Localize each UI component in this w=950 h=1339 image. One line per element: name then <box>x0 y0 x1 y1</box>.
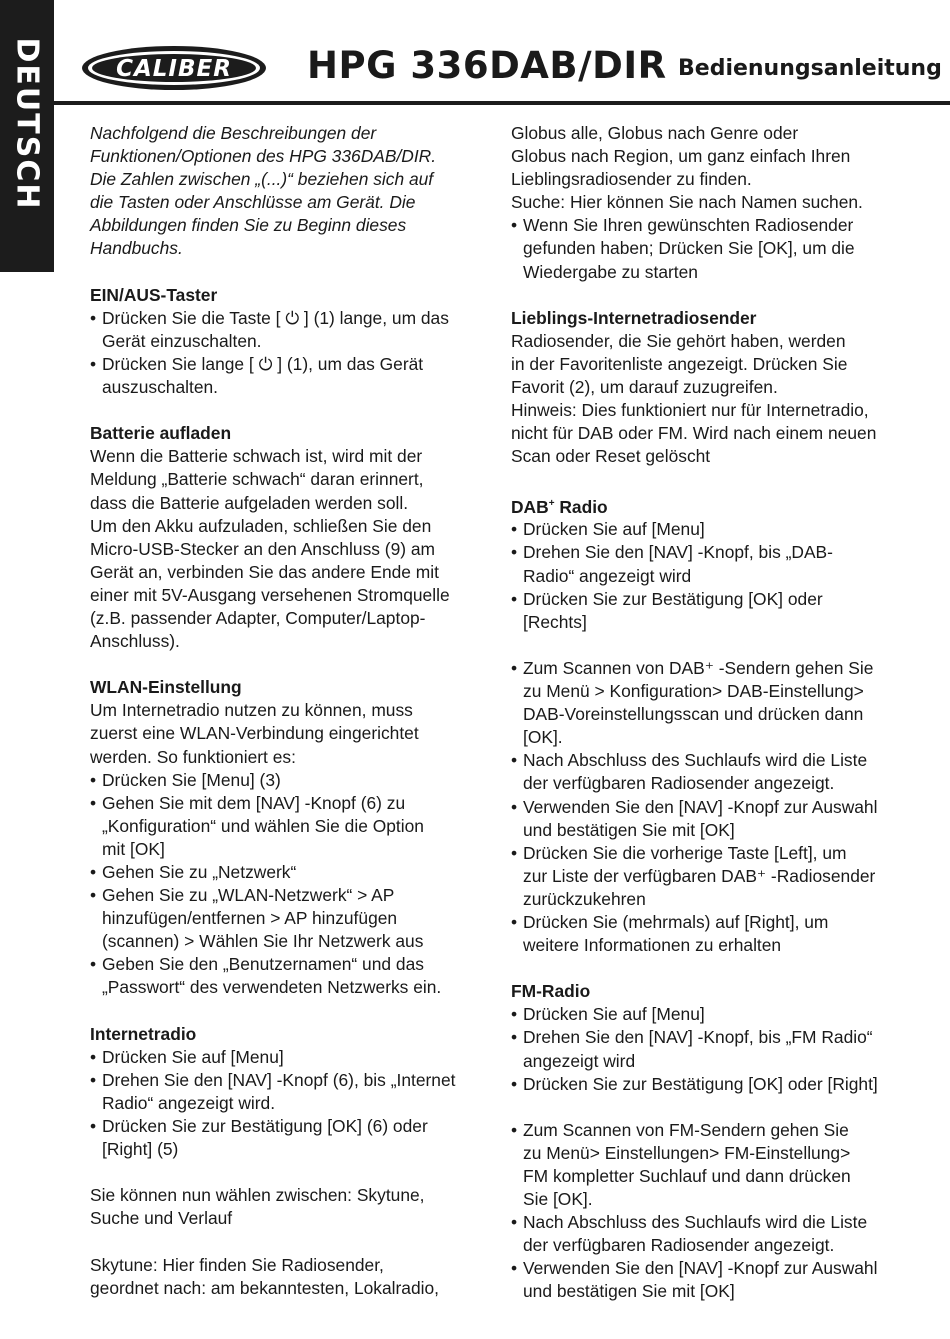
list-item: • Drehen Sie den [NAV] -Knopf (6), bis „Internet Radio“ angezeigt wird. <box>90 1069 490 1115</box>
internet-list <box>90 1046 490 1161</box>
section-heading <box>511 492 911 519</box>
list-item: • Wenn Sie Ihren gewünschten Radiosender gefunden haben; Drücken Sie [OK], um die Wiedergabe zu starten <box>511 214 911 283</box>
section-heading: FM-Radio <box>511 981 591 1002</box>
list-item: • Gehen Sie zu „WLAN-Netzwerk“ > AP hinzufügen/entfernen > AP hinzufügen (scannen) > Wählen Sie Ihr Netzwerk aus <box>90 884 490 953</box>
list-item: • Drücken Sie (mehrmals) auf [Right], um weitere Informationen zu erhalten <box>511 911 911 957</box>
list-item: • Drücken Sie zur Bestätigung [OK] (6) oder [Right] (5) <box>90 1115 490 1161</box>
wlan-text: Um Internetradio nutzen zu können, muss zuerst eine WLAN-Verbindung eingerichtet werden. So funktioniert es: <box>90 700 419 767</box>
right-column <box>511 122 911 1304</box>
list-item: • Drücken Sie die vorherige Taste [Left], um zur Liste der verfügbaren DAB⁺ -Radiosender zurückzukehren <box>511 842 911 911</box>
list-item: • Gehen Sie mit dem [NAV] -Knopf (6) zu „Konfiguration“ und wählen Sie die Option mit [OK] <box>90 792 490 861</box>
fm-list-b <box>511 1119 911 1304</box>
model-title: HPG 336DAB/DIR <box>307 44 667 87</box>
list-item: • Nach Abschluss des Suchlaufs wird die Liste der verfügbaren Radiosender angezeigt. <box>511 1211 911 1257</box>
list-item: • Drücken Sie auf [Menu] <box>511 1003 911 1026</box>
list-item: • Drehen Sie den [NAV] -Knopf, bis „DAB- Radio“ angezeigt wird <box>511 541 911 587</box>
dab-heading-rest: Radio <box>554 496 608 517</box>
list-item: • Drücken Sie die Taste [ ⏻ ] (1) lange, um das Gerät einzuschalten. <box>90 307 490 353</box>
skytune-list <box>511 214 911 283</box>
list-item: • Gehen Sie zu „Netzwerk“ <box>90 861 490 884</box>
list-item: • Drücken Sie [Menu] (3) <box>90 769 490 792</box>
language-label: DEUTSCH <box>9 37 45 211</box>
section-heading: EIN/AUS-Taster <box>90 284 218 305</box>
left-column <box>90 122 490 1300</box>
skytune-text: Skytune: Hier finden Sie Radiosender, geordnet nach: am bekanntesten, Lokalradio, <box>90 1254 440 1298</box>
internet-choice-text: Sie können nun wählen zwischen: Skytune, Suche und Verlauf <box>90 1185 425 1229</box>
power-list <box>90 307 490 399</box>
list-item: • Drücken Sie auf [Menu] <box>90 1046 490 1069</box>
language-tab <box>0 0 54 272</box>
intro-text: Nachfolgend die Beschreibungen der Funktionen/Optionen des HPG 336DAB/DIR. Die Zahlen zwischen „(...)“ beziehen sich auf die Tasten oder Anschlüsse am Gerät. Die Abbildungen finden Sie zu Beginn dieses Handbuchs. <box>90 123 437 259</box>
section-heading: WLAN-Einstellung <box>90 677 242 698</box>
section-heading: Batterie aufladen <box>90 423 232 444</box>
dab-heading-main: DAB <box>511 496 549 517</box>
list-item: • Nach Abschluss des Suchlaufs wird die Liste der verfügbaren Radiosender angezeigt. <box>511 749 911 795</box>
battery-text: Wenn die Batterie schwach ist, wird mit der Meldung „Batterie schwach“ daran erinnert, dass die Batterie aufgeladen werden soll. Um den Akku aufzuladen, schließen Sie den Micro-USB-Stecker an den Anschluss (9) am Gerät an, verbinden Sie das andere Ende mit einer mit 5V-Ausgang versehenen Stromquelle (z.B. passender Adapter, Computer/Laptop- Anschluss). <box>90 446 450 652</box>
list-item: • Geben Sie den „Benutzernamen“ und das „Passwort“ des verwendeten Netzwerks ein. <box>90 953 490 999</box>
list-item: • Drücken Sie zur Bestätigung [OK] oder [Rechts] <box>511 588 911 634</box>
list-item: • Verwenden Sie den [NAV] -Knopf zur Auswahl und bestätigen Sie mit [OK] <box>511 1257 911 1303</box>
caliber-logo <box>80 44 268 92</box>
logo-text: CALIBER <box>116 56 232 82</box>
section-heading: Lieblings-Internetradiosender <box>511 307 757 328</box>
fm-list-a <box>511 1003 911 1095</box>
list-item: • Drehen Sie den [NAV] -Knopf, bis „FM Radio“ angezeigt wird <box>511 1026 911 1072</box>
dab-list-a <box>511 518 911 633</box>
list-item: • Verwenden Sie den [NAV] -Knopf zur Auswahl und bestätigen Sie mit [OK] <box>511 796 911 842</box>
list-item: • Drücken Sie zur Bestätigung [OK] oder [Right] <box>511 1073 911 1096</box>
header-rule <box>54 101 950 105</box>
list-item: • Zum Scannen von DAB⁺ -Sendern gehen Sie zu Menü > Konfiguration> DAB-Einstellung> DAB-Voreinstellungsscan und drücken dann [OK]. <box>511 657 911 749</box>
favorites-text: Radiosender, die Sie gehört haben, werden in der Favoritenliste angezeigt. Drücken Sie Favorit (2), um darauf zuzugreifen. Hinweis: Dies funktioniert nur für Internetradio, nicht für DAB oder FM. Wird nach einem neuen Scan oder Reset gelöscht <box>511 330 877 467</box>
section-heading: Internetradio <box>90 1023 197 1044</box>
wlan-list <box>90 769 490 1000</box>
list-item: • Zum Scannen von FM-Sendern gehen Sie zu Menü> Einstellungen> FM-Einstellung> FM kompletter Suchlauf und dann drücken Sie [OK]. <box>511 1119 911 1211</box>
document-type: Bedienungsanleitung <box>678 56 942 81</box>
list-item: • Drücken Sie auf [Menu] <box>511 518 911 541</box>
skytune-continued-text: Globus alle, Globus nach Genre oder Globus nach Region, um ganz einfach Ihren Lieblingsradiosender zu finden. Suche: Hier können Sie nach Namen suchen. <box>511 123 863 213</box>
list-item: • Drücken Sie lange [ ⏻ ] (1), um das Gerät auszuschalten. <box>90 353 490 399</box>
dab-list-b <box>511 657 911 957</box>
dab-heading-sup: + <box>548 497 555 509</box>
